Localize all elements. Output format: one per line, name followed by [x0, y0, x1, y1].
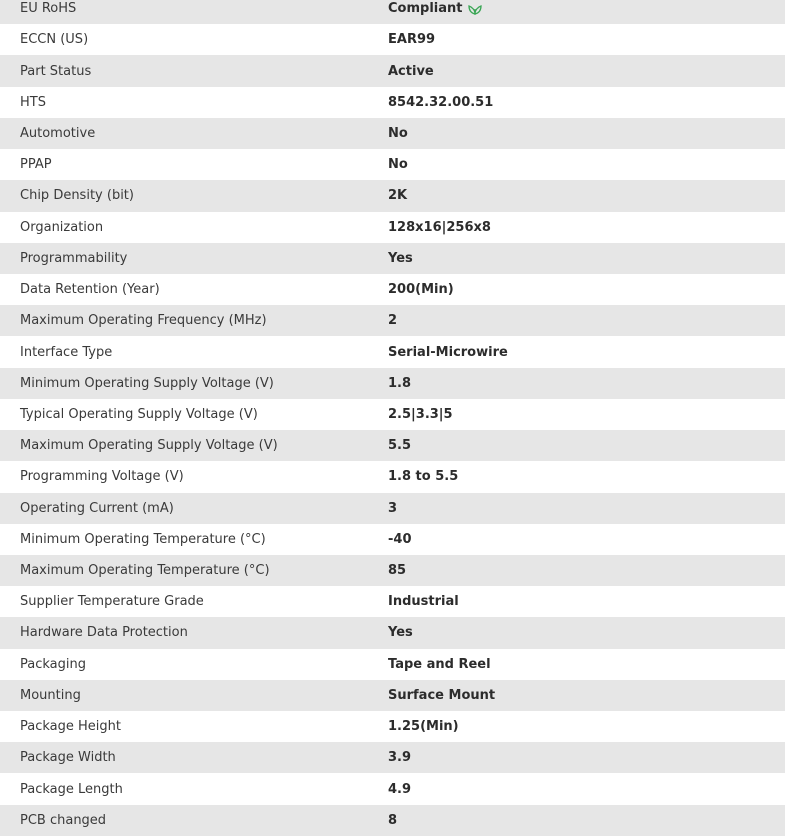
spec-row-operating-current — [0, 493, 785, 524]
spec-name: Maximum Operating Frequency (MHz) — [20, 313, 267, 329]
spec-name: Package Width — [20, 750, 116, 766]
spec-row-package-width — [0, 742, 785, 773]
spec-name: Programmability — [20, 250, 128, 266]
spec-name: Interface Type — [20, 344, 113, 360]
spec-value: 1.8 to 5.5 — [388, 469, 459, 485]
spec-row-mounting — [0, 680, 785, 711]
spec-name: Minimum Operating Temperature (°C) — [20, 531, 266, 547]
spec-name: Part Status — [20, 63, 92, 79]
spec-row-package-height — [0, 711, 785, 742]
spec-name: Operating Current (mA) — [20, 500, 174, 516]
spec-name: Data Retention (Year) — [20, 282, 160, 298]
spec-value: 8542.32.00.51 — [388, 94, 494, 110]
spec-row-typ-supply-voltage — [0, 399, 785, 430]
spec-row-max-supply-voltage — [0, 430, 785, 461]
spec-name: ECCN (US) — [20, 32, 89, 48]
spec-name: Maximum Operating Supply Voltage (V) — [20, 438, 278, 454]
spec-row-temperature-grade — [0, 586, 785, 617]
spec-name: Organization — [20, 219, 104, 235]
spec-value: 2K — [388, 188, 408, 204]
spec-row-max-temperature — [0, 555, 785, 586]
spec-value: Industrial — [388, 594, 459, 610]
spec-row-hardware-protection — [0, 617, 785, 648]
spec-name: Programming Voltage (V) — [20, 469, 184, 485]
leaf-icon — [468, 3, 482, 15]
spec-name: Package Height — [20, 719, 121, 735]
spec-row-min-temperature — [0, 524, 785, 555]
spec-value: 85 — [388, 563, 407, 579]
spec-row-package-length — [0, 773, 785, 804]
spec-value-container — [388, 1, 785, 16]
spec-name: Typical Operating Supply Voltage (V) — [20, 406, 258, 422]
spec-row-pcb-changed — [0, 805, 785, 836]
spec-row-automotive — [0, 118, 785, 149]
spec-row-min-supply-voltage — [0, 368, 785, 399]
spec-value: 128x16|256x8 — [388, 219, 491, 235]
spec-name: PPAP — [20, 157, 52, 173]
spec-value: No — [388, 157, 408, 173]
spec-row-programmability — [0, 243, 785, 274]
spec-value: 4.9 — [388, 781, 412, 797]
spec-value: 3 — [388, 500, 398, 516]
spec-value: 3.9 — [388, 750, 412, 766]
spec-value: Compliant — [388, 1, 463, 17]
spec-value: 1.8 — [388, 375, 412, 391]
spec-name: PCB changed — [20, 812, 107, 828]
spec-value: No — [388, 125, 408, 141]
spec-value: 1.25(Min) — [388, 719, 459, 735]
spec-value: 8 — [388, 812, 398, 828]
spec-row-interface-type — [0, 336, 785, 367]
spec-name: Packaging — [20, 656, 86, 672]
spec-value: EAR99 — [388, 32, 436, 48]
spec-name: Chip Density (bit) — [20, 188, 134, 204]
spec-name: EU RoHS — [20, 1, 77, 17]
spec-row-eccn — [0, 24, 785, 55]
spec-name: HTS — [20, 94, 46, 110]
spec-value: 2 — [388, 313, 398, 329]
spec-value: Yes — [388, 250, 413, 266]
spec-row-data-retention — [0, 274, 785, 305]
spec-row-part-status — [0, 55, 785, 86]
spec-name: Mounting — [20, 687, 81, 703]
spec-name: Package Length — [20, 781, 123, 797]
spec-row-eu-rohs — [0, 0, 785, 24]
spec-name: Automotive — [20, 125, 96, 141]
spec-row-programming-voltage — [0, 461, 785, 492]
spec-row-hts — [0, 87, 785, 118]
spec-row-chip-density — [0, 180, 785, 211]
spec-row-packaging — [0, 649, 785, 680]
spec-value: Serial-Microwire — [388, 344, 508, 360]
spec-name: Hardware Data Protection — [20, 625, 188, 641]
spec-name: Minimum Operating Supply Voltage (V) — [20, 375, 274, 391]
spec-value: Surface Mount — [388, 687, 496, 703]
spec-row-organization — [0, 212, 785, 243]
spec-value: -40 — [388, 531, 412, 547]
spec-value: Active — [388, 63, 434, 79]
spec-row-max-frequency — [0, 305, 785, 336]
spec-value: Tape and Reel — [388, 656, 491, 672]
spec-name: Maximum Operating Temperature (°C) — [20, 563, 270, 579]
spec-value: Yes — [388, 625, 413, 641]
spec-row-ppap — [0, 149, 785, 180]
spec-value: 200(Min) — [388, 282, 454, 298]
spec-value: 5.5 — [388, 438, 412, 454]
spec-name: Supplier Temperature Grade — [20, 594, 204, 610]
spec-value: 2.5|3.3|5 — [388, 406, 453, 422]
